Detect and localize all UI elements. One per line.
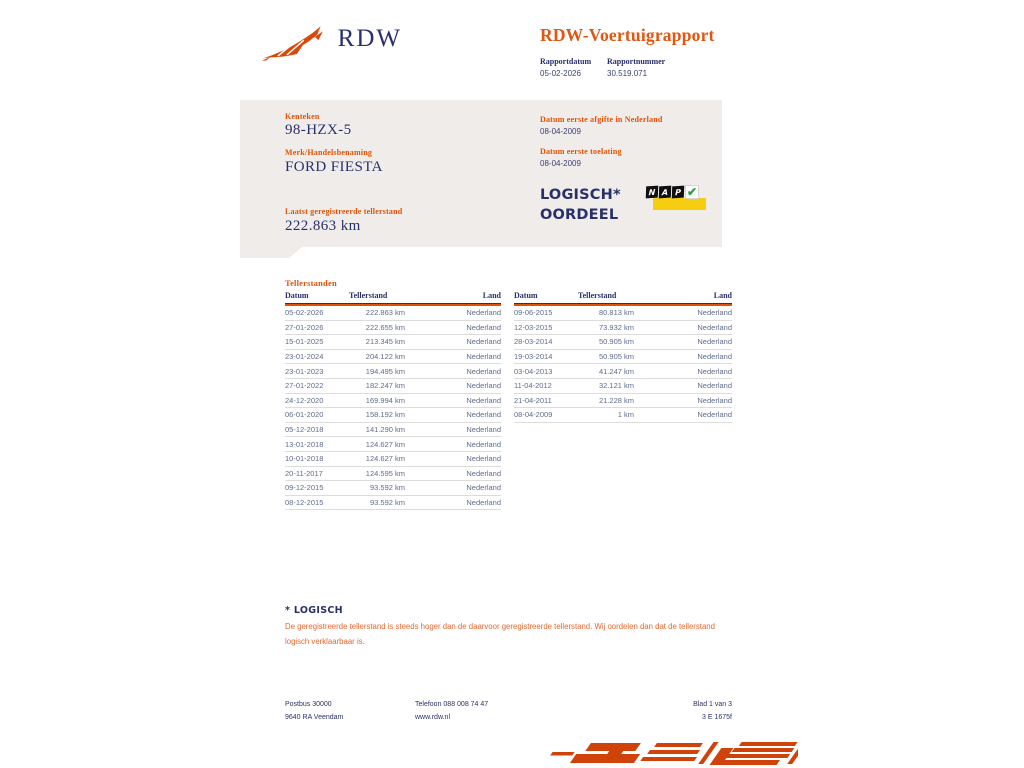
footer-form-code: 3 E 1675f xyxy=(702,714,732,721)
cell-datum: 20-11-2017 xyxy=(285,468,323,478)
cell-tellerstand: 141.290 km xyxy=(365,425,405,435)
table-row xyxy=(285,321,501,336)
cell-datum: 27-01-2026 xyxy=(285,322,324,332)
cell-land: Nederland xyxy=(466,483,501,493)
table-row xyxy=(514,350,732,365)
cell-tellerstand: 1 km xyxy=(617,410,634,420)
eerste-toelating-value: 08-04-2009 xyxy=(540,159,581,168)
cell-land: Nederland xyxy=(466,454,501,464)
cell-land: Nederland xyxy=(697,337,732,347)
table-row xyxy=(285,306,501,321)
cell-land: Nederland xyxy=(466,439,501,449)
table-row xyxy=(285,408,501,423)
table-row xyxy=(514,306,732,321)
laatste-tellerstand-label: Laatst geregistreerde tellerstand xyxy=(285,207,403,216)
table-row xyxy=(514,379,732,394)
cell-land: Nederland xyxy=(466,352,501,362)
rapportnummer-value: 30.519.071 xyxy=(607,69,648,78)
kenteken-value: 98-HZX-5 xyxy=(285,122,352,138)
cell-land: Nederland xyxy=(697,410,732,420)
table-header xyxy=(285,291,501,304)
nap-letter-p: P xyxy=(672,186,684,199)
cell-land: Nederland xyxy=(697,381,732,391)
cell-tellerstand: 158.192 km xyxy=(365,410,405,420)
cell-tellerstand: 93.592 km xyxy=(369,498,405,508)
column-header-datum: Datum xyxy=(514,291,538,300)
cell-land: Nederland xyxy=(466,381,501,391)
column-header-datum: Datum xyxy=(285,291,309,300)
cell-datum: 03-04-2013 xyxy=(514,366,553,376)
table-row xyxy=(285,350,501,365)
cell-tellerstand: 41.247 km xyxy=(598,366,634,376)
table-row xyxy=(285,481,501,496)
table-row xyxy=(285,394,501,409)
table-row xyxy=(285,467,501,482)
cell-datum: 05-02-2026 xyxy=(285,308,324,318)
summary-box-tab xyxy=(240,247,302,258)
table-header xyxy=(514,291,732,304)
laatste-tellerstand-value: 222.863 km xyxy=(285,218,361,234)
cell-tellerstand: 169.994 km xyxy=(365,395,405,405)
cell-tellerstand: 124.627 km xyxy=(365,439,405,449)
nap-yellow-bar xyxy=(653,198,706,210)
cell-tellerstand: 21.228 km xyxy=(598,395,634,405)
eerste-toelating-label: Datum eerste toelating xyxy=(540,147,622,156)
column-header-tellerstand: Tellerstand xyxy=(349,291,388,300)
cell-land: Nederland xyxy=(697,322,732,332)
table-row xyxy=(514,335,732,350)
cell-tellerstand: 93.592 km xyxy=(369,483,405,493)
cell-datum: 13-01-2018 xyxy=(285,439,324,449)
footer-page-number: Blad 1 van 3 xyxy=(693,701,732,708)
rapportnummer-label: Rapportnummer xyxy=(607,57,666,66)
cell-datum: 28-03-2014 xyxy=(514,337,553,347)
logisch-note-body: De geregistreerde tellerstand is steeds hoger dan de daarvoor geregistreerde tellerstand. Wij oordelen dan dat de tellerstand logisch verklaarbaar is. xyxy=(285,622,715,646)
oordeel-text xyxy=(540,185,621,225)
tellerstanden-section-title: Tellerstanden xyxy=(285,278,337,288)
rapportdatum-label: Rapportdatum xyxy=(540,57,592,66)
nap-checkmark-icon: ✔ xyxy=(686,185,698,199)
cell-datum: 11-04-2012 xyxy=(514,381,552,391)
cell-land: Nederland xyxy=(466,308,501,318)
cell-land: Nederland xyxy=(697,308,732,318)
footer-address-line1: Postbus 30000 xyxy=(285,701,332,708)
kenteken-label: Kenteken xyxy=(285,112,320,121)
table-row xyxy=(514,364,732,379)
cell-land: Nederland xyxy=(466,425,501,435)
cell-land: Nederland xyxy=(466,395,501,405)
logisch-note-heading: * LOGISCH xyxy=(285,605,343,616)
table-row xyxy=(285,364,501,379)
table-row xyxy=(285,423,501,438)
page-title: RDW-Voertuigrapport xyxy=(540,25,715,45)
table-body xyxy=(514,306,732,423)
merk-value: FORD FIESTA xyxy=(285,159,383,175)
table-row xyxy=(514,394,732,409)
table-row xyxy=(285,437,501,452)
footer-address-line2: 9640 RA Veendam xyxy=(285,714,344,721)
tellerstanden-table-left xyxy=(285,291,501,510)
cell-land: Nederland xyxy=(466,337,501,347)
cell-datum: 10-01-2018 xyxy=(285,454,324,464)
cell-datum: 19-03-2014 xyxy=(514,352,553,362)
cell-land: Nederland xyxy=(697,366,732,376)
nap-letter-a: A xyxy=(659,186,671,199)
column-header-land: Land xyxy=(482,291,501,300)
table-row xyxy=(514,408,732,423)
cell-datum: 09-12-2015 xyxy=(285,483,324,493)
cell-tellerstand: 194.495 km xyxy=(365,366,405,376)
cell-land: Nederland xyxy=(466,468,501,478)
column-header-tellerstand: Tellerstand xyxy=(578,291,617,300)
rdw-logo xyxy=(262,18,402,66)
merk-label: Merk/Handelsbenaming xyxy=(285,148,373,157)
table-body xyxy=(285,306,501,510)
cell-tellerstand: 124.627 km xyxy=(365,454,405,464)
table-row xyxy=(514,321,732,336)
rdw-bird-icon xyxy=(262,20,330,64)
cell-datum: 23-01-2023 xyxy=(285,366,324,376)
cell-datum: 15-01-2025 xyxy=(285,337,324,347)
cell-datum: 06-01-2020 xyxy=(285,410,324,420)
cell-datum: 27-01-2022 xyxy=(285,381,324,391)
eerste-afgifte-value: 08-04-2009 xyxy=(540,127,581,136)
cell-datum: 24-12-2020 xyxy=(285,395,324,405)
cell-land: Nederland xyxy=(697,395,732,405)
table-row xyxy=(285,452,501,467)
cell-land: Nederland xyxy=(466,410,501,420)
cell-tellerstand: 213.345 km xyxy=(365,337,405,347)
cell-land: Nederland xyxy=(466,498,501,508)
table-row xyxy=(285,379,501,394)
cell-tellerstand: 204.122 km xyxy=(365,352,405,362)
cell-datum: 23-01-2024 xyxy=(285,352,324,362)
nap-letter-n: N xyxy=(646,186,658,199)
footer-website: www.rdw.nl xyxy=(415,714,451,721)
oordeel-line1: LOGISCH* xyxy=(540,187,621,203)
cell-datum: 05-12-2018 xyxy=(285,425,324,435)
cell-tellerstand: 222.863 km xyxy=(365,308,405,318)
table-row xyxy=(285,496,501,511)
rdw-logo-text: RDW xyxy=(337,25,402,52)
table-row xyxy=(285,335,501,350)
column-header-land: Land xyxy=(713,291,732,300)
cell-tellerstand: 50.905 km xyxy=(598,352,634,362)
cell-tellerstand: 73.932 km xyxy=(598,322,634,332)
oordeel-line2: OORDEEL xyxy=(540,207,619,223)
cell-land: Nederland xyxy=(466,322,501,332)
cell-tellerstand: 80.813 km xyxy=(598,308,634,318)
cell-land: Nederland xyxy=(466,366,501,376)
cell-tellerstand: 50.905 km xyxy=(598,337,634,347)
cell-land: Nederland xyxy=(697,352,732,362)
rdw-stripes-graphic xyxy=(548,740,798,768)
footer-phone: Telefoon 088 008 74 47 xyxy=(415,701,489,708)
nap-logo xyxy=(646,185,708,212)
cell-datum: 09-06-2015 xyxy=(514,308,553,318)
cell-datum: 08-04-2009 xyxy=(514,410,553,420)
cell-tellerstand: 182.247 km xyxy=(365,381,405,391)
cell-tellerstand: 222.655 km xyxy=(365,322,405,332)
cell-datum: 08-12-2015 xyxy=(285,498,324,508)
cell-tellerstand: 32.121 km xyxy=(598,381,634,391)
eerste-afgifte-label: Datum eerste afgifte in Nederland xyxy=(540,115,663,124)
cell-datum: 21-04-2011 xyxy=(514,395,552,405)
tellerstanden-table-right xyxy=(514,291,732,423)
cell-datum: 12-03-2015 xyxy=(514,322,553,332)
rapportdatum-value: 05-02-2026 xyxy=(540,69,581,78)
cell-tellerstand: 124.595 km xyxy=(365,468,405,478)
